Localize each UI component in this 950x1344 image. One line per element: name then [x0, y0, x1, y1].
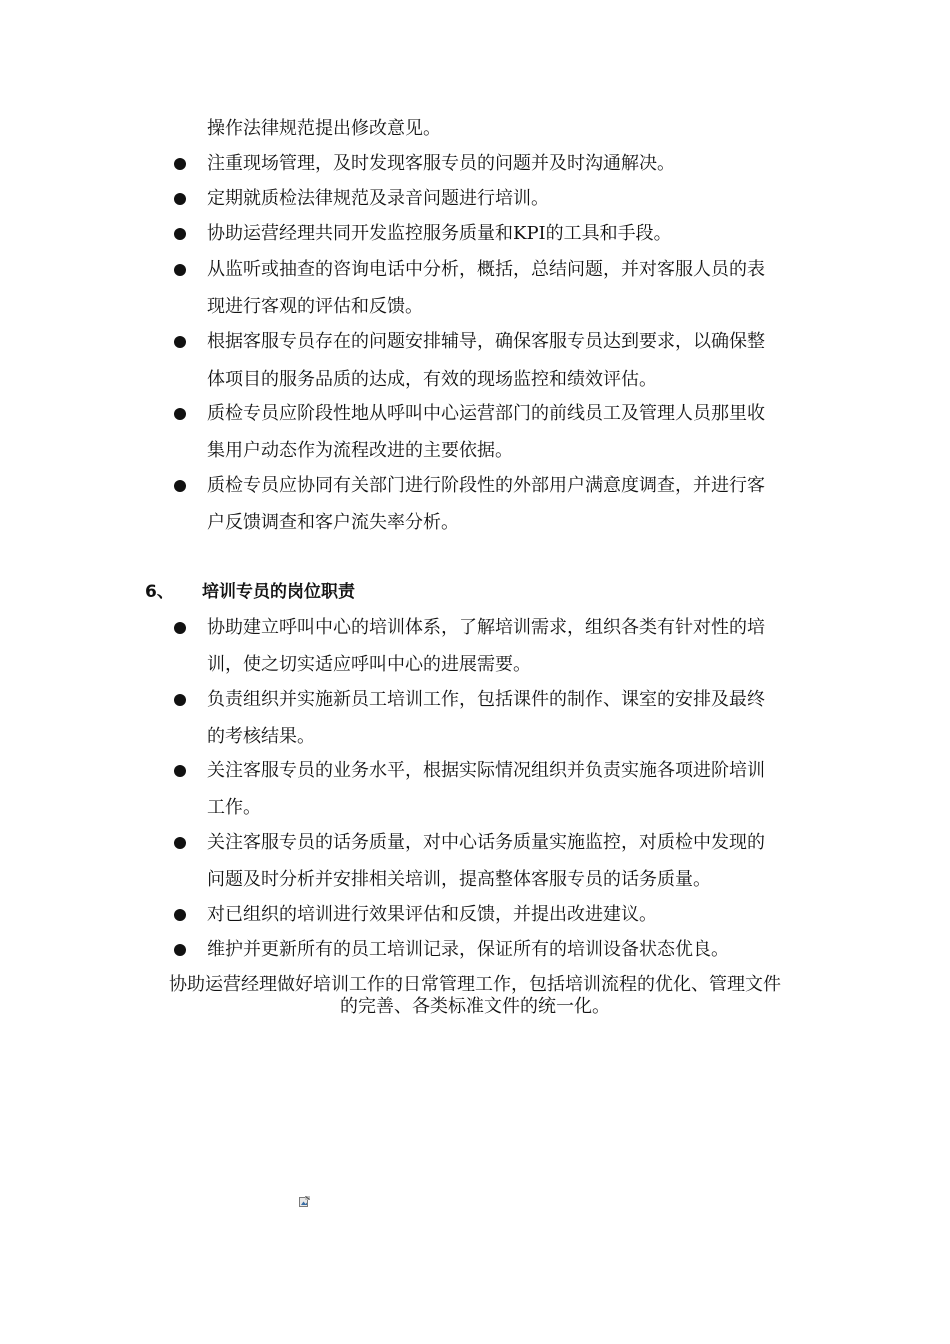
- list-item-text: 质检专员应阶段性地从呼叫中心运营部门的前线员工及管理人员那里收: [207, 403, 765, 424]
- section-title: 培训专员的岗位职责: [202, 582, 355, 602]
- list-item-text: 问题及时分析并安排相关培训，提高整体客服专员的话务质量。: [207, 869, 711, 890]
- list-item-text: 质检专员应协同有关部门进行阶段性的外部用户满意度调查，并进行客: [207, 475, 765, 496]
- list-item-text: 定期就质检法律规范及录音问题进行培训。: [207, 188, 549, 209]
- bullet-icon: [174, 228, 186, 240]
- list-item-text: 协助建立呼叫中心的培训体系，了解培训需求，组织各类有针对性的培: [207, 617, 765, 638]
- section-number: 6、: [145, 582, 174, 602]
- list-item-text: 户反馈调查和客户流失率分析。: [207, 512, 459, 533]
- list-item-text: 关注客服专员的话务质量，对中心话务质量实施监控，对质检中发现的: [207, 832, 765, 853]
- bullet-icon: [174, 622, 186, 634]
- bullet-icon: [174, 944, 186, 956]
- bullet-icon: [174, 408, 186, 420]
- bullet-icon: [174, 158, 186, 170]
- section-heading: [145, 580, 355, 604]
- list-item-text: 现进行客观的评估和反馈。: [207, 296, 423, 317]
- list-item-text: 根据客服专员存在的问题安排辅导，确保客服专员达到要求，以确保整: [207, 331, 765, 352]
- list-item-text: 集用户动态作为流程改进的主要依据。: [207, 440, 513, 461]
- bullet-icon: [174, 909, 186, 921]
- list-item-text: 关注客服专员的业务水平，根据实际情况组织并负责实施各项进阶培训: [207, 760, 765, 781]
- list-item-text: 从监听或抽查的咨询电话中分析，概括，总结问题，并对客服人员的表: [207, 259, 765, 280]
- closing-paragraph: [140, 974, 810, 1018]
- list-item-text: 体项目的服务品质的达成，有效的现场监控和绩效评估。: [207, 369, 657, 390]
- bullet-icon: [174, 264, 186, 276]
- list-item-text: 协助运营经理共同开发监控服务质量和KPI的工具和手段。: [207, 223, 672, 244]
- image-placeholder-icon: [299, 1196, 310, 1207]
- bullet-icon: [174, 694, 186, 706]
- closing-paragraph-line: 的完善、各类标准文件的统一化。: [340, 996, 610, 1017]
- closing-paragraph-line: 协助运营经理做好培训工作的日常管理工作，包括培训流程的优化、管理文件: [169, 974, 781, 995]
- bullet-icon: [174, 480, 186, 492]
- list-item-text: 维护并更新所有的员工培训记录，保证所有的培训设备状态优良。: [207, 939, 729, 960]
- bullet-icon: [174, 765, 186, 777]
- list-item-text: 的考核结果。: [207, 726, 315, 747]
- bullet-icon: [174, 336, 186, 348]
- bullet-icon: [174, 837, 186, 849]
- list-item-text: 负责组织并实施新员工培训工作，包括课件的制作、课室的安排及最终: [207, 689, 765, 710]
- list-item-text: 训，使之切实适应呼叫中心的进展需要。: [207, 654, 531, 675]
- list-item-text: 对已组织的培训进行效果评估和反馈，并提出改进建议。: [207, 904, 657, 925]
- list-item-text: 工作。: [207, 797, 261, 818]
- bullet-icon: [174, 193, 186, 205]
- list-item-text: 注重现场管理，及时发现客服专员的问题并及时沟通解决。: [207, 153, 675, 174]
- continuation-line: 操作法律规范提出修改意见。: [207, 118, 441, 139]
